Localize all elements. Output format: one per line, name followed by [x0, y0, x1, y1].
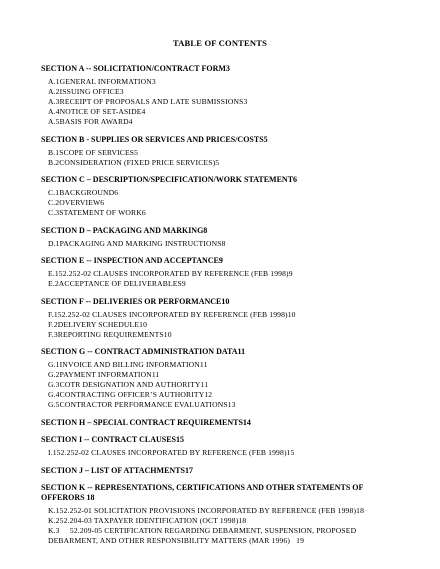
toc-entry[interactable]: D.1PACKAGING AND MARKING INSTRUCTIONS8	[48, 238, 226, 248]
toc-section	[41, 347, 401, 410]
toc-entry-list	[41, 360, 401, 410]
section-heading[interactable]: SECTION E -- INSPECTION AND ACCEPTANCE9	[41, 256, 223, 265]
section-heading[interactable]: SECTION A -- SOLICITATION/CONTRACT FORM3	[41, 64, 230, 73]
toc-entry[interactable]: K.252.204-03 TAXPAYER IDENTIFICATION (OCT 1998)18	[48, 516, 247, 525]
section-heading[interactable]: SECTION C – DESCRIPTION/SPECIFICATION/WORK STATEMENT6	[41, 175, 298, 184]
toc-entry-list	[41, 310, 401, 340]
section-heading[interactable]: SECTION J – LIST OF ATTACHMENTS17	[41, 465, 193, 475]
toc-section	[41, 466, 401, 476]
toc-entry[interactable]: B.1SCOPE OF SERVICES5	[48, 147, 139, 157]
toc-entry-list	[41, 269, 401, 289]
toc-entry[interactable]: A.2ISSUING OFFICE3	[48, 87, 124, 96]
toc-section	[41, 175, 401, 218]
toc-entry-list	[41, 188, 401, 218]
toc-entry[interactable]: A.5BASIS FOR AWARD4	[48, 117, 133, 126]
toc-entry[interactable]: C.1BACKGROUND6	[48, 188, 119, 197]
section-heading[interactable]: SECTION G -- CONTRACT ADMINISTRATION DATA11	[41, 347, 246, 356]
toc-section	[41, 135, 401, 168]
section-heading[interactable]: SECTION F -- DELIVERIES OR PERFORMANCE10	[41, 296, 230, 306]
section-heading[interactable]: SECTION I -- CONTRACT CLAUSES15	[41, 435, 184, 444]
toc-entry[interactable]: K.3 52.209-05 CERTIFICATION REGARDING DEBARMENT, SUSPENSION, PROPOSED DEBARMENT, AND OTHER RESPONSIBILITY MATTERS (MAR 1996) 19	[48, 526, 357, 545]
toc-entry-list	[41, 77, 401, 127]
toc-entry-list	[41, 448, 401, 458]
toc-section	[41, 435, 401, 458]
toc-entry[interactable]: E.2ACCEPTANCE OF DELIVERABLES9	[48, 279, 186, 288]
toc-entry-list	[41, 506, 401, 546]
toc-entry[interactable]: G.2PAYMENT INFORMATION11	[48, 370, 160, 379]
table-of-contents	[41, 64, 401, 554]
toc-entry[interactable]: G.4CONTRACTING OFFICER’S AUTHORITY12	[48, 390, 213, 399]
section-heading[interactable]: SECTION H – SPECIAL CONTRACT REQUIREMENTS14	[41, 417, 251, 427]
toc-section	[41, 256, 401, 289]
section-heading[interactable]: SECTION B - SUPPLIES OR SERVICES AND PRICES/COSTS5	[41, 134, 268, 144]
toc-entry[interactable]: G.1INVOICE AND BILLING INFORMATION11	[48, 360, 208, 369]
toc-entry[interactable]: C.3STATEMENT OF WORK6	[48, 208, 146, 217]
section-heading[interactable]: SECTION D – PACKAGING AND MARKING8	[41, 225, 208, 235]
toc-section	[41, 483, 401, 546]
toc-entry[interactable]: A.4NOTICE OF SET-ASIDE4	[48, 107, 146, 116]
section-heading[interactable]: SECTION K -- REPRESENTATIONS, CERTIFICATIONS AND OTHER STATEMENTS OF OFFERORS 18	[41, 483, 364, 502]
toc-entry-list	[41, 239, 401, 249]
toc-entry[interactable]: C.2OVERVIEW6	[48, 198, 105, 207]
toc-entry[interactable]: B.2CONSIDERATION (FIXED PRICE SERVICES)5	[48, 157, 220, 167]
toc-entry[interactable]: E.152.252-02 CLAUSES INCORPORATED BY REFERENCE (FEB 1998)9	[48, 269, 293, 278]
toc-section	[41, 64, 401, 127]
toc-entry[interactable]: K.152.252-01 SOLICITATION PROVISIONS INCORPORATED BY REFERENCE (FEB 1998)18	[48, 506, 365, 515]
toc-entry[interactable]: F.152.252-02 CLAUSES INCORPORATED BY REFERENCE (FEB 1998)10	[48, 309, 296, 319]
toc-entry[interactable]: A.3RECEIPT OF PROPOSALS AND LATE SUBMISSIONS3	[48, 97, 248, 106]
toc-section	[41, 226, 401, 249]
toc-entry-list	[41, 148, 401, 168]
toc-entry[interactable]: A.1GENERAL INFORMATION3	[48, 77, 156, 86]
toc-entry[interactable]: G.5CONTRACTOR PERFORMANCE EVALUATIONS13	[48, 400, 236, 409]
toc-entry[interactable]: I.152.252-02 CLAUSES INCORPORATED BY REFERENCE (FEB 1998)15	[48, 448, 295, 457]
toc-section	[41, 297, 401, 340]
page-title: TABLE OF CONTENTS	[172, 38, 268, 48]
toc-entry[interactable]: F.3REPORTING REQUIREMENTS10	[48, 329, 172, 339]
toc-section	[41, 418, 401, 428]
toc-entry[interactable]: F.2DELIVERY SCHEDULE10	[48, 319, 148, 329]
toc-entry[interactable]: G.3COTR DESIGNATION AND AUTHORITY11	[48, 380, 209, 389]
